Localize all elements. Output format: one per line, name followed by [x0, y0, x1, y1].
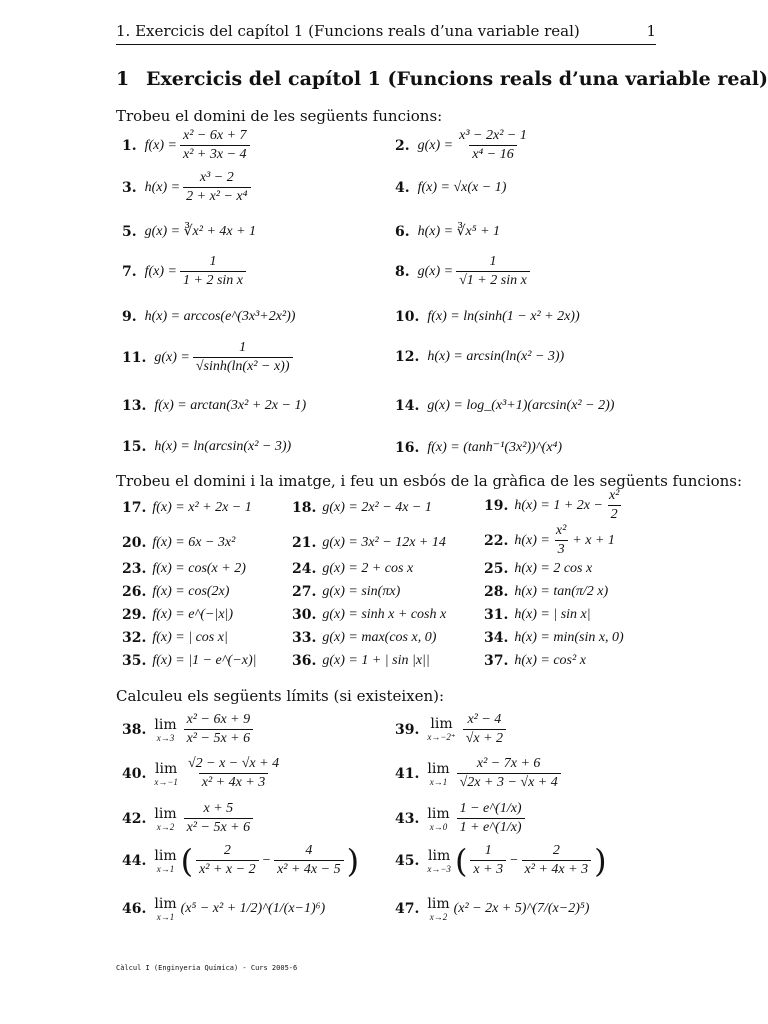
- exercise-number: 36.: [292, 653, 317, 669]
- exercise-number: 5.: [122, 223, 137, 240]
- limit-subscript: x→3: [156, 732, 175, 743]
- expression: f(x) = x² + 2x − 1: [152, 500, 252, 515]
- fraction: [456, 128, 530, 163]
- lim-word: lim: [428, 847, 451, 864]
- denominator: 2: [608, 505, 621, 523]
- limit-operator: [427, 806, 449, 832]
- lim-word: lim: [427, 760, 450, 777]
- exercise-number: 11.: [122, 349, 147, 366]
- fraction: [180, 128, 250, 163]
- exercise-10: [395, 309, 580, 325]
- fraction: [463, 712, 506, 747]
- limit-subscript: x→−3: [427, 863, 451, 874]
- expression: g(x) = max(cos x, 0): [322, 630, 437, 645]
- denominator: 1 + e^(1/x): [457, 818, 525, 836]
- exercise-8: [395, 254, 533, 289]
- limit-subscript: x→2: [429, 912, 448, 922]
- lim-word: lim: [154, 896, 177, 912]
- denominator: √1 + 2 sin x: [456, 271, 530, 289]
- expression: f(x) = |1 − e^(−x)|: [152, 653, 257, 668]
- numerator: 2: [552, 843, 560, 858]
- section-title: Exercicis del capítol 1 (Funcions reals d’una variable real): [146, 68, 768, 90]
- exercise-4: [395, 180, 506, 196]
- expression: (x⁵ − x² + 1/2)^(1/(x−1)⁶): [180, 901, 326, 916]
- limit-subscript: x→−1: [154, 776, 178, 787]
- fraction: [606, 488, 622, 523]
- exercise-7: [122, 254, 249, 289]
- expression: g(x) = sin(πx): [322, 584, 401, 599]
- limit-47: [395, 896, 589, 922]
- exercise-number: 8.: [395, 263, 410, 280]
- denominator: x⁴ − 16: [469, 145, 517, 163]
- expr-rhs: + x + 1: [572, 532, 615, 548]
- fraction: [183, 170, 250, 205]
- exercise-number: 9.: [122, 309, 137, 325]
- exercise-28: [484, 584, 608, 600]
- denominator: 2 + x² − x⁴: [183, 187, 250, 205]
- limit-42: [122, 801, 256, 836]
- expr-lhs: g(x) =: [417, 263, 454, 279]
- expression: f(x) = e^(−|x|): [152, 607, 234, 622]
- exercise-number: 19.: [484, 497, 509, 514]
- exercise-number: 22.: [484, 532, 509, 549]
- exercise-number: 31.: [484, 607, 509, 623]
- limit-operator: [154, 896, 176, 922]
- limit-41: [395, 756, 564, 791]
- denominator: x² + 3x − 4: [180, 145, 250, 163]
- page-number: 1: [646, 22, 656, 40]
- fraction: [193, 340, 293, 375]
- exercise-18: [292, 500, 432, 516]
- fraction: [196, 843, 259, 878]
- exercise-number: 7.: [122, 263, 137, 280]
- numerator: x² − 6x + 9: [186, 712, 251, 727]
- exercise-17: [122, 500, 252, 516]
- limit-operator: [154, 848, 176, 874]
- exercise-number: 14.: [395, 398, 420, 414]
- expression: h(x) = 2 cos x: [514, 561, 593, 576]
- expression: f(x) = arctan(3x² + 2x − 1): [154, 398, 307, 413]
- denominator: √sinh(ln(x² − x)): [193, 357, 293, 375]
- minus-sign: −: [509, 852, 519, 868]
- limit-subscript: x→1: [156, 863, 175, 874]
- page-footer: Càlcul I (Enginyeria Química) - Curs 2005-6: [116, 964, 298, 972]
- denominator: x² + 4x − 5: [274, 860, 344, 878]
- lim-word: lim: [154, 805, 177, 822]
- exercise-number: 17.: [122, 500, 147, 516]
- exercise-35: [122, 653, 256, 669]
- fraction: [185, 756, 282, 791]
- exercise-36: [292, 653, 430, 669]
- limit-40: [122, 756, 285, 791]
- exercise-27: [292, 584, 400, 600]
- exercise-number: 29.: [122, 607, 147, 623]
- exercise-1: [122, 128, 253, 163]
- fraction: [457, 756, 561, 791]
- limit-44: [122, 843, 359, 878]
- fraction: [184, 712, 254, 747]
- exercise-number: 39.: [395, 721, 420, 738]
- exercise-number: 33.: [292, 630, 317, 646]
- lim-word: lim: [154, 716, 177, 733]
- fraction: [457, 801, 525, 836]
- exercise-number: 12.: [395, 349, 420, 365]
- numerator: 1: [209, 254, 217, 269]
- expression: f(x) = cos(x + 2): [152, 561, 246, 576]
- denominator: √x + 2: [463, 729, 506, 747]
- exercise-23: [122, 561, 246, 577]
- exercise-31: [484, 607, 591, 623]
- minus-sign: −: [261, 852, 272, 868]
- exercise-number: 44.: [122, 852, 147, 869]
- expression: h(x) = arcsin(ln(x² − 3)): [427, 349, 565, 364]
- exercise-30: [292, 607, 446, 623]
- section-number: 1: [116, 68, 130, 90]
- exercise-number: 46.: [122, 901, 147, 917]
- expression: h(x) = ln(arcsin(x² − 3)): [154, 439, 292, 454]
- exercise-number: 1.: [122, 137, 137, 154]
- intro-graph: Trobeu el domini i la imatge, i feu un esbós de la gràfica de les següents funcions:: [116, 472, 743, 490]
- exercise-number: 41.: [395, 765, 420, 782]
- exercise-29: [122, 607, 233, 623]
- expression: h(x) = tan(π/2 x): [514, 584, 609, 599]
- limit-subscript: x→2: [156, 821, 175, 832]
- expression: h(x) = ∛x⁵ + 1: [417, 224, 501, 239]
- numerator: x²: [608, 488, 620, 503]
- exercise-number: 20.: [122, 535, 147, 551]
- exercise-number: 13.: [122, 398, 147, 414]
- right-paren: ): [346, 841, 360, 880]
- exercise-37: [484, 653, 586, 669]
- limit-39: [395, 712, 509, 747]
- exercise-number: 24.: [292, 561, 317, 577]
- exercise-19: [484, 488, 625, 523]
- exercise-12: [395, 349, 564, 365]
- left-paren: (: [180, 841, 194, 880]
- fraction: [184, 801, 254, 836]
- exercise-number: 42.: [122, 810, 147, 827]
- running-header: [116, 22, 656, 45]
- denominator: x² − 5x + 6: [184, 729, 254, 747]
- running-title: 1. Exercicis del capítol 1 (Funcions reals d’una variable real): [116, 22, 580, 40]
- limit-operator: [154, 806, 176, 832]
- lim-word: lim: [154, 847, 177, 864]
- numerator: 2: [223, 843, 231, 858]
- lim-word: lim: [427, 896, 450, 912]
- exercise-number: 28.: [484, 584, 509, 600]
- exercise-2: [395, 128, 533, 163]
- exercise-number: 25.: [484, 561, 509, 577]
- expr-lhs: h(x) = 1 + 2x −: [514, 497, 603, 513]
- numerator: 1: [484, 843, 492, 858]
- numerator: x²: [555, 523, 567, 538]
- expr-lhs: g(x) =: [417, 137, 454, 153]
- numerator: x² − 7x + 6: [476, 756, 541, 771]
- exercise-number: 6.: [395, 223, 410, 240]
- expression: h(x) = arccos(e^(3x³+2x²)): [144, 309, 296, 324]
- expr-lhs: f(x) =: [144, 263, 177, 279]
- fraction: [522, 843, 592, 878]
- expression: f(x) = cos(2x): [152, 584, 230, 599]
- lim-word: lim: [430, 716, 453, 732]
- expression: (x² − 2x + 5)^(7/(x−2)⁵): [453, 901, 590, 916]
- expression: g(x) = 1 + | sin |x||: [322, 653, 430, 668]
- limit-subscript: x→0: [429, 821, 448, 832]
- exercise-15: [122, 439, 291, 455]
- exercise-32: [122, 630, 228, 646]
- fraction: [456, 254, 530, 289]
- exercise-number: 40.: [122, 765, 147, 782]
- denominator: x + 3: [470, 860, 506, 878]
- exercise-20: [122, 535, 235, 551]
- exercise-number: 2.: [395, 137, 410, 154]
- exercise-number: 15.: [122, 439, 147, 455]
- numerator: 4: [305, 843, 313, 858]
- fraction: [470, 843, 506, 878]
- exercise-number: 23.: [122, 561, 147, 577]
- numerator: x³ − 2x² − 1: [459, 128, 527, 143]
- exercise-number: 43.: [395, 810, 420, 827]
- exercise-34: [484, 630, 624, 646]
- limit-subscript: x→1: [156, 912, 175, 922]
- denominator: 1 + 2 sin x: [180, 271, 246, 289]
- exercise-number: 3.: [122, 179, 137, 196]
- exercise-11: [122, 340, 296, 375]
- lim-word: lim: [427, 805, 450, 822]
- denominator: x² + x − 2: [196, 860, 259, 878]
- expr-lhs: f(x) =: [144, 137, 177, 153]
- exercise-14: [395, 398, 614, 414]
- limit-operator: [427, 761, 449, 787]
- numerator: 1 − e^(1/x): [459, 801, 522, 816]
- exercise-25: [484, 561, 592, 577]
- expression: f(x) = (tanh⁻¹(3x²))^(x⁴): [427, 440, 563, 455]
- expr-lhs: h(x) =: [514, 532, 550, 548]
- section-heading: [116, 68, 768, 90]
- expression: h(x) = | sin x|: [514, 607, 591, 622]
- expr-lhs: g(x) =: [154, 349, 190, 365]
- exercise-22: [484, 523, 615, 558]
- exercise-16: [395, 439, 562, 456]
- intro-limits: Calculeu els següents límits (si existeixen):: [116, 687, 445, 705]
- exercise-number: 26.: [122, 584, 147, 600]
- expr-lhs: h(x) =: [144, 179, 181, 195]
- denominator: 3: [555, 540, 568, 558]
- numerator: 1: [239, 340, 247, 355]
- exercise-21: [292, 535, 446, 551]
- exercise-26: [122, 584, 229, 600]
- expression: g(x) = sinh x + cosh x: [322, 607, 447, 622]
- exercise-33: [292, 630, 436, 646]
- expression: g(x) = log_(x³+1)(arcsin(x² − 2)): [427, 398, 615, 413]
- expression: f(x) = √x(x − 1): [417, 180, 507, 195]
- expression: g(x) = 2 + cos x: [322, 561, 414, 576]
- denominator: x² + 4x + 3: [522, 860, 592, 878]
- left-paren: (: [454, 841, 468, 880]
- exercise-number: 47.: [395, 901, 420, 917]
- exercise-number: 21.: [292, 535, 317, 551]
- exercise-number: 27.: [292, 584, 317, 600]
- expression: f(x) = | cos x|: [152, 630, 228, 645]
- fraction: [553, 523, 569, 558]
- numerator: x² − 4: [467, 712, 502, 727]
- expression: g(x) = ∛x² + 4x + 1: [144, 224, 257, 239]
- numerator: x + 5: [203, 801, 234, 816]
- denominator: x² − 5x + 6: [184, 818, 254, 836]
- exercise-number: 32.: [122, 630, 147, 646]
- exercise-number: 34.: [484, 630, 509, 646]
- fraction: [180, 254, 246, 289]
- expression: g(x) = 2x² − 4x − 1: [322, 500, 432, 515]
- denominator: √2x + 3 − √x + 4: [457, 773, 561, 791]
- limit-operator: [427, 896, 449, 922]
- exercise-number: 30.: [292, 607, 317, 623]
- exercise-number: 38.: [122, 721, 147, 738]
- expression: h(x) = min(sin x, 0): [514, 630, 624, 645]
- expression: h(x) = cos² x: [514, 653, 586, 668]
- numerator: x³ − 2: [199, 170, 234, 185]
- exercise-13: [122, 398, 306, 414]
- expression: f(x) = ln(sinh(1 − x² + 2x)): [427, 309, 580, 324]
- limit-operator: [154, 761, 178, 787]
- numerator: 1: [489, 254, 497, 269]
- limit-operator: [427, 716, 455, 743]
- exercise-number: 10.: [395, 309, 420, 325]
- denominator: x² + 4x + 3: [199, 773, 269, 791]
- exercise-5: [122, 223, 256, 240]
- lim-word: lim: [155, 760, 178, 777]
- exercise-number: 45.: [395, 852, 420, 869]
- exercise-number: 35.: [122, 653, 147, 669]
- limit-operator: [427, 848, 451, 874]
- limit-subscript: x→1: [429, 776, 448, 787]
- exercise-24: [292, 561, 413, 577]
- numerator: x² − 6x + 7: [183, 128, 247, 143]
- exercise-number: 37.: [484, 653, 509, 669]
- exercise-number: 4.: [395, 180, 410, 196]
- limit-38: [122, 712, 256, 747]
- limit-43: [395, 801, 528, 836]
- intro-domain: Trobeu el domini de les següents funcions:: [116, 107, 443, 125]
- expression: f(x) = 6x − 3x²: [152, 535, 236, 550]
- limit-46: [122, 896, 325, 922]
- limit-operator: [154, 717, 176, 743]
- exercise-6: [395, 223, 500, 240]
- limit-45: [395, 843, 607, 878]
- fraction: [274, 843, 344, 878]
- limit-subscript: x→−2⁺: [427, 732, 456, 742]
- exercise-number: 18.: [292, 500, 317, 516]
- numerator: √2 − x − √x + 4: [187, 756, 280, 771]
- exercise-3: [122, 170, 254, 205]
- expression: g(x) = 3x² − 12x + 14: [322, 535, 446, 550]
- exercise-9: [122, 309, 295, 325]
- exercise-number: 16.: [395, 439, 420, 456]
- right-paren: ): [594, 841, 607, 880]
